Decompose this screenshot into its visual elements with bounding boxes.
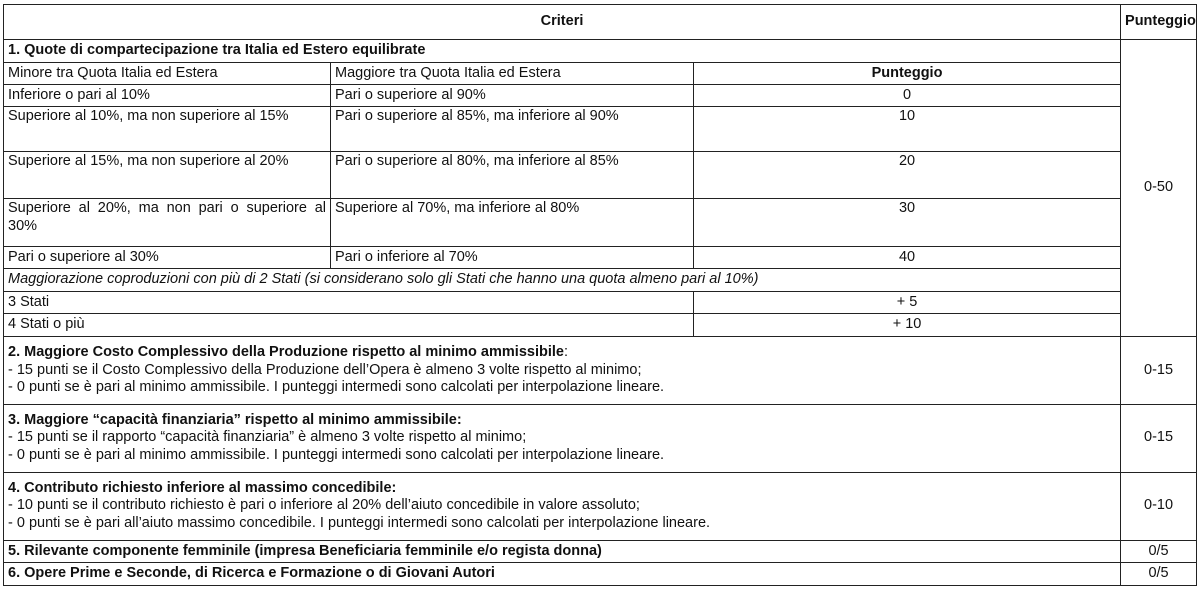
section1-subheader-row [4, 62, 1197, 85]
row-score: 30 [694, 199, 1121, 246]
section3-criteria [4, 404, 1121, 472]
bonus-title-row [4, 269, 1197, 292]
row-max: Pari o superiore al 85%, ma inferiore al 90% [331, 106, 694, 151]
bonus-score: + 5 [694, 291, 1121, 314]
section2-row [4, 337, 1197, 405]
section1-title-row [4, 39, 1197, 62]
row-min: Inferiore o pari al 10% [4, 85, 331, 107]
table-row [4, 85, 1197, 107]
bonus-label: 4 Stati o più [4, 314, 694, 337]
table-row [4, 106, 1197, 151]
section6-title: 6. Opere Prime e Seconde, di Ricerca e Formazione o di Giovani Autori [4, 563, 1121, 586]
bonus-row [4, 291, 1197, 314]
section5-row [4, 540, 1197, 563]
section3-line1: - 15 punti se il rapporto “capacità finanziaria” è almeno 3 volte rispetto al minimo; [8, 429, 527, 446]
section2-line1: - 15 punti se il Costo Complessivo della Produzione dell’Opera è almeno 3 volte rispetto al minimo; [8, 361, 642, 378]
score-header: Punteggio [1121, 5, 1197, 40]
section2-criteria [4, 337, 1121, 405]
row-max: Pari o inferiore al 70% [331, 246, 694, 269]
row-min: Pari o superiore al 30% [4, 246, 331, 269]
section2-title: 2. Maggiore Costo Complessivo della Produzione rispetto al minimo ammissibile [8, 343, 564, 360]
table-row [4, 246, 1197, 269]
row-score: 20 [694, 152, 1121, 199]
section4-row [4, 472, 1197, 540]
section6-score: 0/5 [1121, 563, 1197, 586]
row-min: Superiore al 10%, ma non superiore al 15% [4, 106, 331, 151]
section4-title: 4. Contributo richiesto inferiore al massimo concedibile: [8, 479, 397, 496]
col-score-header: Punteggio [694, 62, 1121, 85]
row-max: Pari o superiore al 90% [331, 85, 694, 107]
section5-title: 5. Rilevante componente femminile (impresa Beneficiaria femminile e/o regista donna) [4, 540, 1121, 563]
section3-row [4, 404, 1197, 472]
section4-line2: - 0 punti se è pari all’aiuto massimo concedibile. I punteggi intermedi sono calcolati per interpolazione lineare. [8, 515, 711, 532]
table-row [4, 152, 1197, 199]
section4-score: 0-10 [1121, 472, 1197, 540]
section3-title: 3. Maggiore “capacità finanziaria” rispetto al minimo ammissibile: [8, 411, 462, 428]
section3-line2: - 0 punti se è pari al minimo ammissibile. I punteggi intermedi sono calcolati per interpolazione lineare. [8, 447, 665, 464]
section4-line1: - 10 punti se il contributo richiesto è pari o inferiore al 20% dell’aiuto concedibile in valore assoluto; [8, 497, 640, 514]
bonus-title: Maggiorazione coproduzioni con più di 2 Stati (si considerano solo gli Stati che hanno una quota almeno pari al 10%) [4, 269, 1121, 292]
row-score: 0 [694, 85, 1121, 107]
bonus-row [4, 314, 1197, 337]
row-min: Superiore al 20%, ma non pari o superiore al 30% [4, 199, 331, 246]
bonus-score: + 10 [694, 314, 1121, 337]
table-row [4, 199, 1197, 246]
row-min: Superiore al 15%, ma non superiore al 20% [4, 152, 331, 199]
bonus-label: 3 Stati [4, 291, 694, 314]
col-max-header: Maggiore tra Quota Italia ed Estera [331, 62, 694, 85]
row-score: 10 [694, 106, 1121, 151]
section2-line2: - 0 punti se è pari al minimo ammissibile. I punteggi intermedi sono calcolati per interpolazione lineare. [8, 379, 665, 396]
section4-criteria [4, 472, 1121, 540]
section2-title-suffix: : [563, 343, 568, 360]
section3-score: 0-15 [1121, 404, 1197, 472]
col-min-header: Minore tra Quota Italia ed Estera [4, 62, 331, 85]
section6-row [4, 563, 1197, 586]
section2-score: 0-15 [1121, 337, 1197, 405]
criteria-table [3, 4, 1197, 586]
table-header-row [4, 5, 1197, 40]
row-score: 40 [694, 246, 1121, 269]
row-max: Superiore al 70%, ma inferiore al 80% [331, 199, 694, 246]
section1-title: 1. Quote di compartecipazione tra Italia ed Estero equilibrate [4, 39, 1121, 62]
row-max: Pari o superiore al 80%, ma inferiore al 85% [331, 152, 694, 199]
criteria-header: Criteri [4, 5, 1121, 40]
section1-score: 0-50 [1121, 39, 1197, 336]
section5-score: 0/5 [1121, 540, 1197, 563]
